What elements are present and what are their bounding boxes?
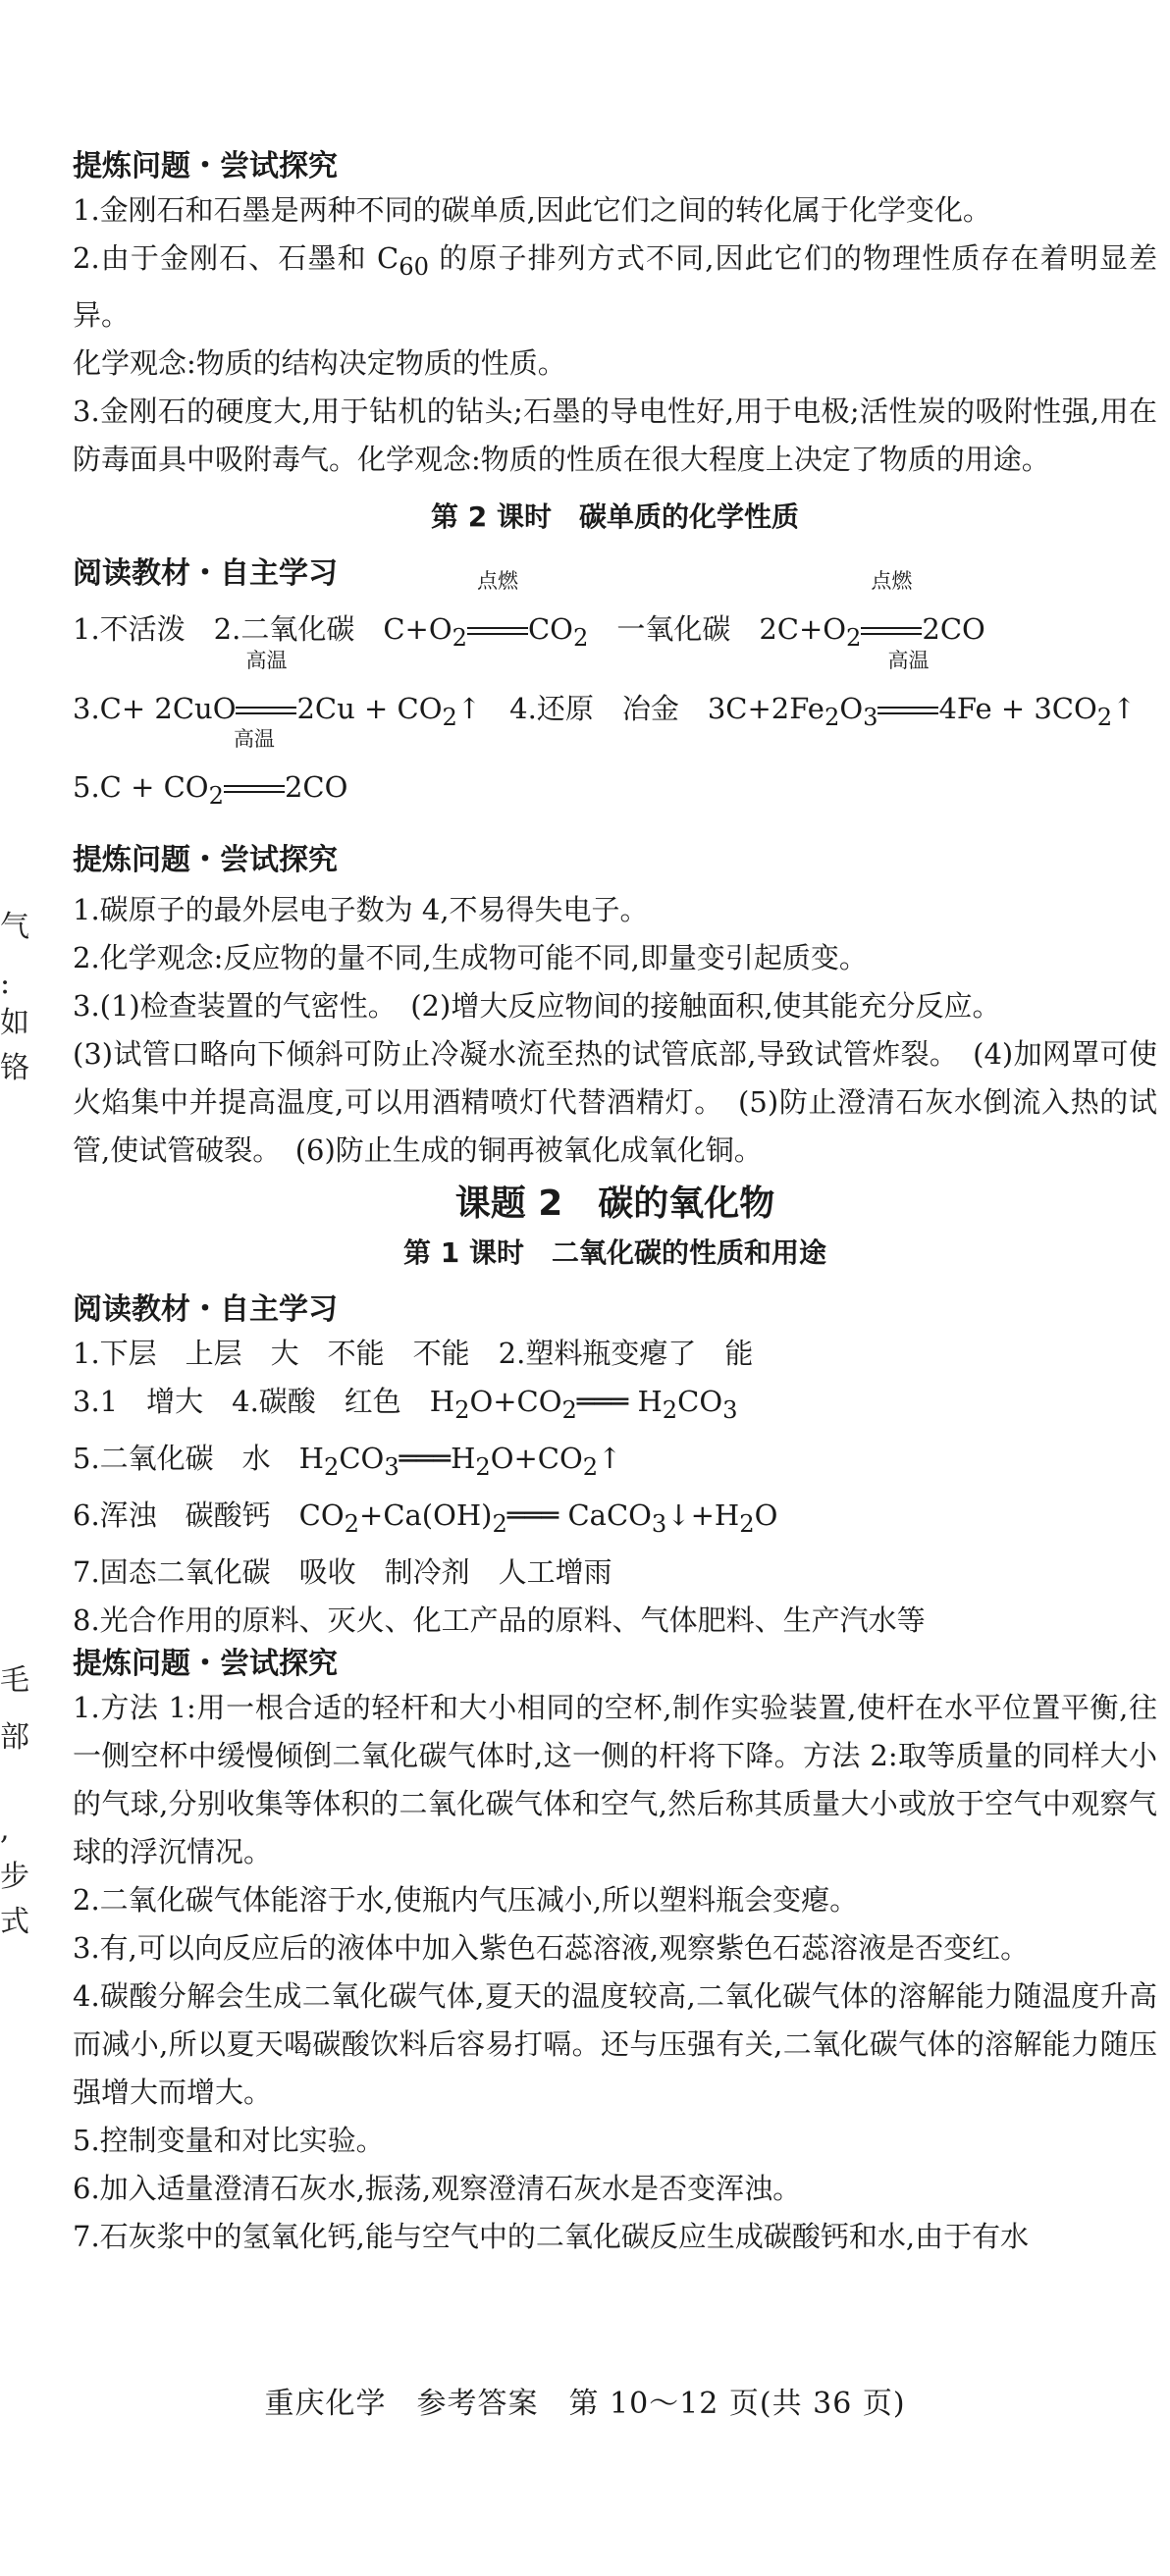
answer-item: 6.浑浊 碳酸钙 $CO_2+Ca(OH)_2═══$ $CaCO_3↓+H_2O$ [73,1498,778,1538]
page-footer: 重庆化学 参考答案 第 10～12 页(共 36 页) [264,2387,906,2421]
margin-fragment: 步 [0,1860,29,1894]
answer-item: 1.金刚石和石墨是两种不同的碳单质,因此它们之间的转化属于化学变化。 [73,193,991,227]
margin-fragment: 如 [0,1006,29,1040]
margin-fragment: 部 [0,1720,29,1755]
answer-item: (3)试管口略向下倾斜可防止冷凝水流至热的试管底部,导致试管炸裂。 (4)加网罩可使火焰集中并提高温度,可以用酒精喷灯代替酒精灯。 (5)防止澄清石灰水倒流入热的试管,使试管破裂。 (6)防止生成的铜再被氧化成氧化铜。 [73,1037,1157,1168]
answer-item: 5.控制变量和对比实验。 [73,2123,385,2157]
answer-item: 7.固态二氧化碳 吸收 制冷剂 人工增雨 [73,1554,612,1589]
section-heading-read: 阅读教材・自主学习 [73,555,338,591]
margin-fragment: 毛 [0,1663,29,1698]
unit-title: 课题 2 碳的氧化物 [454,1183,775,1225]
reaction-condition: 高温 [224,752,285,824]
answer-item: 3.1 增大 4.碳酸 红色 $H_2O+CO_2═══$ $H_2CO_3$ [73,1385,738,1424]
answer-item: 1.下层 上层 大 不能 不能 2.塑料瓶变瘪了 能 [73,1337,754,1371]
margin-fragment: 铬 [0,1051,29,1085]
answer-item: 2.由于金刚石、石墨和 $C_{60}$ 的原子排列方式不同,因此它们的物理性质存在着明显差异。 [73,241,1157,332]
margin-fragment: 式 [0,1905,29,1939]
answer-item: 5.二氧化碳 水 $H_2CO_3═══H_2O+CO_2↑$ [73,1441,622,1481]
reaction-condition: 高温 [236,673,296,746]
answer-item-equations: $5.C + CO_2$ 高温 2CO [73,752,1157,831]
answer-item: 3.有,可以向反应后的液体中加入紫色石蕊溶液,观察紫色石蕊溶液是否变红。 [73,1930,1030,1965]
binding-margin-fragments [0,0,29,2576]
answer-item: 7.石灰浆中的氢氧化钙,能与空气中的二氧化碳反应生成碳酸钙和水,由于有水 [73,2219,1030,2253]
reaction-condition: 点燃 [467,594,528,666]
answer-item: 化学观念:物质的结构决定物质的性质。 [73,345,566,380]
answer-item: 3.金刚石的硬度大,用于钻机的钻头;石墨的导电性好,用于电极;活性炭的吸附性强,用在防毒面具中吸附毒气。化学观念:物质的性质在很大程度上决定了物质的用途。 [73,394,1157,476]
main-content [73,147,1157,2261]
answer-item: 3.(1)检查装置的气密性。 (2)增大反应物间的接触面积,使其能充分反应。 [73,989,1001,1024]
lesson-title: 第 2 课时 碳单质的化学性质 [431,499,799,533]
answer-item: 2.化学观念:反应物的量不同,生成物可能不同,即量变引起质变。 [73,941,868,975]
margin-fragment: , [0,1813,10,1847]
section-heading-explore: 提炼问题・尝试探究 [73,149,338,184]
section-heading-read: 阅读教材・自主学习 [73,1292,338,1328]
answer-item: 1.方法 1:用一根合适的轻杆和大小相同的空杯,制作实验装置,使杆在水平位置平衡,往一侧空杯中缓慢倾倒二氧化碳气体时,这一侧的杆将下降。方法 2:取等质量的同样大小的气球,分别收集等体积的二氧化碳气体和空气,然后称其质量大小或放于空气中观察气球的浮沉情况。 [73,1690,1157,1868]
lesson-title: 第 1 课时 二氧化碳的性质和用途 [403,1236,826,1270]
section-heading-explore: 提炼问题・尝试探究 [73,1646,338,1681]
margin-fragment: : [0,967,11,1001]
answer-item: 4.碳酸分解会生成二氧化碳气体,夏天的温度较高,二氧化碳气体的溶解能力随温度升高而减小,所以夏天喝碳酸饮料后容易打嗝。还与压强有关,二氧化碳气体的溶解能力随压强增大而增大。 [73,1978,1157,2109]
reaction-condition: 点燃 [861,594,922,666]
margin-fragment: 气 [0,910,29,944]
answer-item-equations: 1.不活泼 2.二氧化碳 $C+O_2$ 点燃 $CO_2$ 一氧化碳 $2C+O_2$ 点燃 2CO [73,594,1157,673]
answer-item: 2.二氧化碳气体能溶于水,使瓶内气压减小,所以塑料瓶会变瘪。 [73,1882,859,1917]
section-heading-explore: 提炼问题・尝试探究 [73,843,338,878]
answer-item: 6.加入适量澄清石灰水,振荡,观察澄清石灰水是否变浑浊。 [73,2171,802,2205]
answer-item-equations: 3.C+ 2CuO 高温 $2Cu + CO_2↑$ 4.还原 冶金 $3C+2Fe_2O_3$ 高温 $4Fe + 3CO_2↑$ [73,673,1157,753]
answer-item: 8.光合作用的原料、灭火、化工产品的原料、气体肥料、生产汽水等 [73,1603,926,1637]
answer-item: 1.碳原子的最外层电子数为 4,不易得失电子。 [73,893,649,927]
reaction-condition: 高温 [878,673,938,746]
